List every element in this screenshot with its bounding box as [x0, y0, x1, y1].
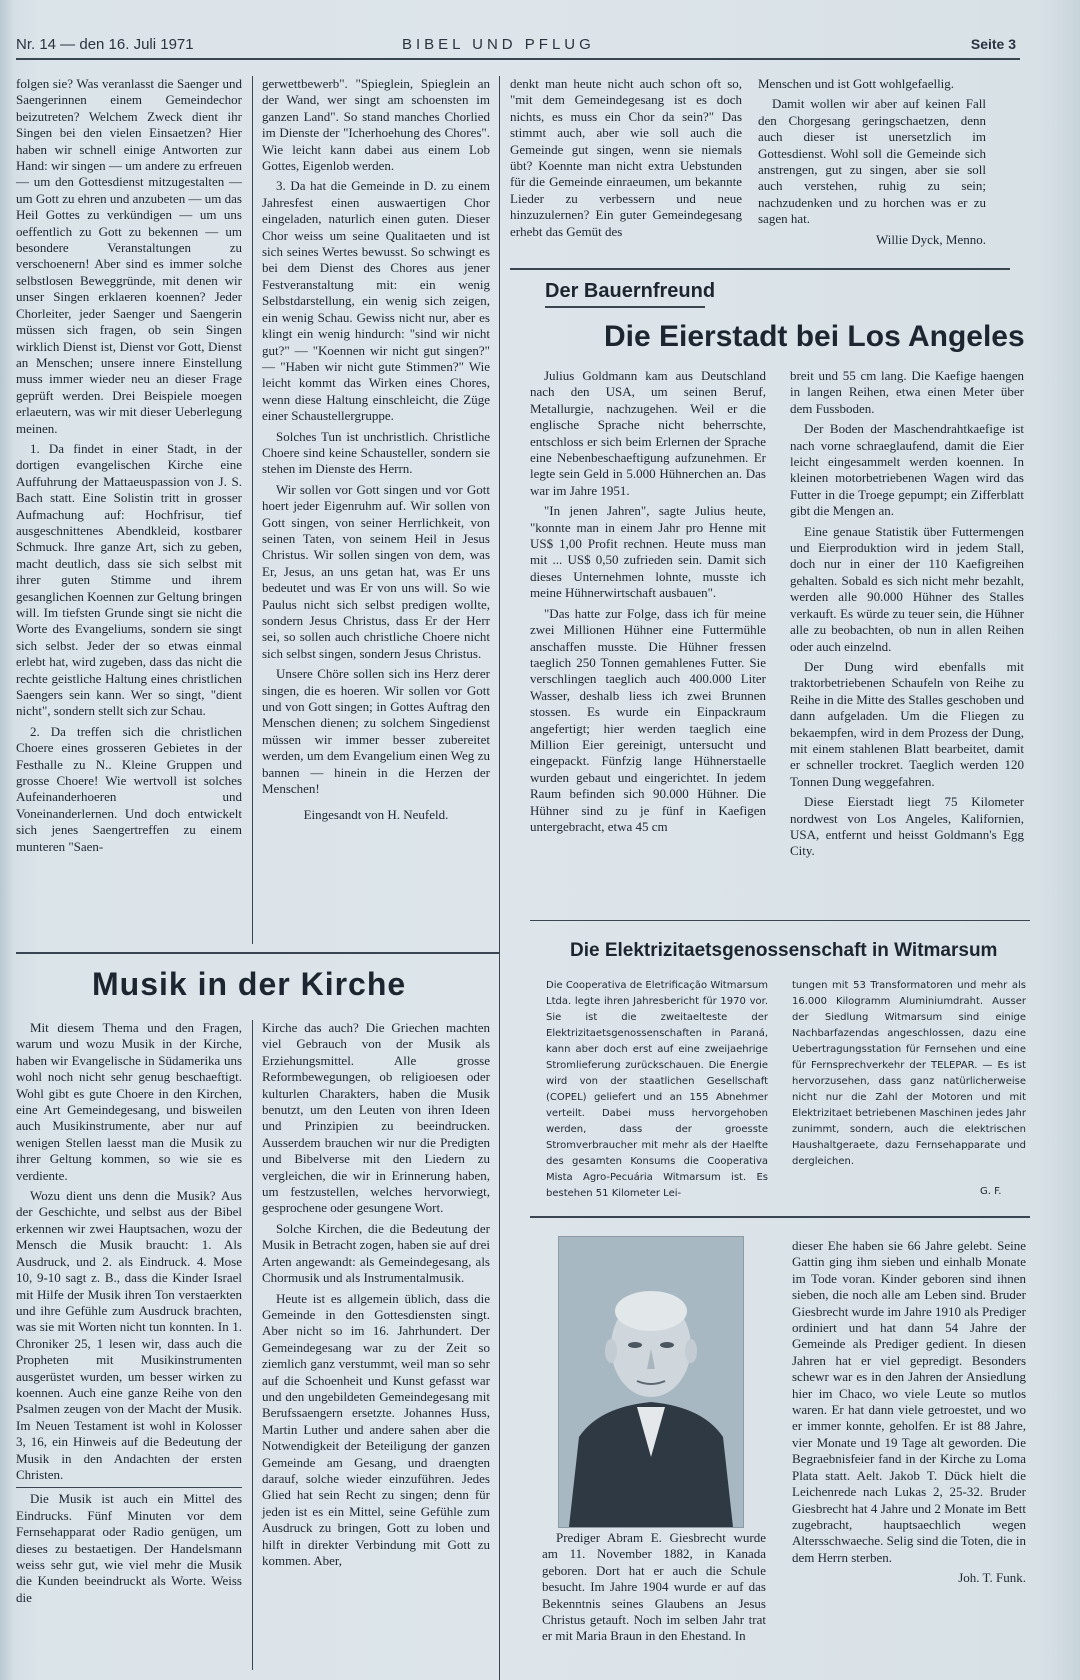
egg-article-col2: [790, 368, 1024, 864]
article-signature: Willie Dyck, Menno.: [876, 231, 986, 247]
paragraph: denkt man heute nicht auch schon oft so, "mit dem Gemeindegesang ist es doch nichts, es muss ein Chor da sein?" Das stimmt auch, aber wie soll auch die Gemeinde gut singen, wenn sie niemals übt? Koennte man nicht extra Uebstunden für die Gemeinde einraeumen, um bekannte Lieder zu verbessern und neue hinzuzulernen? Ein guter Gemeindegesang erhebt das Gemüt des: [510, 76, 742, 239]
egg-article-headline: Die Eierstadt bei Los Angeles: [604, 320, 1025, 353]
paragraph: gerwettbewerb". "Spieglein, Spieglein an der Wand, wer singt am schoensten im ganzen Land". So stand manches Chorlied im Dienste der "Icherhoehung des Chores". Wie leicht kann dabei aus einem Lob Gottes, Eigenlob werden.: [262, 76, 490, 174]
music-article-col2: [262, 1020, 490, 1573]
paragraph: "In jenen Jahren", sagte Julius heute, "konnte man in einem Jahr pro Henne mit US$ 1,00 Profit rechnen. Heute muss man mit ... US$ 0,50 zufrieden sein. Damit sich dieses Unternehmen lohnte, musste ich meine Hühnerwirtschaft ausbauen".: [530, 503, 766, 601]
paragraph: Menschen und ist Gott wohlgefaellig.: [758, 76, 955, 91]
electric-article-col2: tungen mit 53 Transformatoren und mehr als 16.000 Kilogramm Aluminiumdraht. Ausser der Siedlung Witmarsum sind einige Nachbarfazendas angeschlossen, dazu eine Uebertragungsstation für Fernsehen und eine für Fernsprechverkehr der TELEPAR. — Es ist hervorzusehen, dass ganz natürlicherweise nicht nur die Zahl der Motoren und mit Elektrizitaet betriebenen Maschinen jedes Jahr zunimmt, sondern, auch die elektrischen Haushaltgeraete, dazu Fernsehapparate und dergleichen.: [792, 980, 1026, 1167]
article-signature: Eingesandt von H. Neufeld.: [303, 807, 449, 823]
music-article-headline: Musik in der Kirche: [92, 966, 407, 1002]
paragraph: Diese Eierstadt liegt 75 Kilometer nordwest von Los Angeles, Kalifornien, USA, entfernt und heisst Goldmann's Egg City.: [790, 794, 1024, 859]
article-signature: G. F.: [980, 1186, 1002, 1197]
paragraph: Unsere Chöre sollen sich ins Herz derer singen, die es hoeren. Wir sollen vor Gott und von Gott singen; in Gottes Auftrag den Menschen dienen; zu solchem Singedienst müssen wir immer besser zubereitet werden, um dem Evangelium einen Weg zu bannen — hinein in die Herzen der Menschen!: [262, 666, 490, 797]
paragraph: 1. Da findet in einer Stadt, in der dortigen evangelischen Kirche eine Auffuhrung der Mattaeuspassion von J. S. Bach statt. Eine Solistin tritt in grosser Aufmachung auf: Hochfrisur, tief ausgeschnittenes Abendkleid, kostbarer Schmuck. Ihre ganze Art, sich zu geben, macht deutlich, dass sie sich selbst mit ihrer guten Stimme und ihrem gesanglichen Koennen zur Geltung bringen will. Im tiefsten Grunde singt sie nicht die Worte des Evangeliums, sondern sie singt sich selbst. Jeder der so etwas einmal erlebt hat, wird zugeben, dass das nicht die rechte geistliche Haltung eines christlichen Saengers sein kann. Wer so singt, "dient nicht", sondern stellt sich zur Schau.: [16, 440, 242, 719]
paragraph: Mit diesem Thema und den Fragen, warum und wozu Musik in der Kirche, haben wir Evangelische in Südamerika uns wohl noch nicht sehr genug beschaeftigt. Wohl gibt es gute Choere in den Kirchen, eine Art Gemeindegesang, und bisweilen auch Musikinstrumente, aber nur auf wenigen Stellen laesst man die Musik zu ihrer Geltung kommen, so wie sie es verdiente.: [16, 1020, 242, 1183]
egg-article-col1: [530, 368, 766, 839]
paragraph: Wir sollen vor Gott singen und vor Gott hoert jeder Eigenruhm auf. Wir sollen von Gott singen, von seiner Herrlichkeit, von seinen Taten, von seinem Heil in Jesus Christus. Wir sollen singen von dem, was Er, Jesus, an uns getan hat, was Er uns bedeutet und was Er von uns will. So wie Paulus nicht sich selbst predigen wollte, sondern Jesus Christus, dass Er der Herr sei, so sollen auch christliche Choere nicht sich selbst singen, sondern Jesus Christus.: [262, 481, 490, 661]
portrait-image: [559, 1237, 743, 1527]
section-rule: [530, 1216, 1030, 1218]
column-rule: [252, 1020, 253, 1670]
issue-date: Nr. 14 — den 16. Juli 1971: [16, 36, 194, 53]
paragraph: 2. Da treffen sich die christlichen Choere eines grosseren Gebietes in der Festhalle zu N.. Kleine Gruppen und grosse Choere! Wie wertvoll ist solches Aufeinanderhoeren und Voneinanderlernen. Und doch entwickelt sich jenes Saengertreffen zu einem munteren "Saen-: [16, 723, 242, 854]
electric-article-headline: Die Elektrizitaetsgenossenschaft in Witmarsum: [570, 940, 998, 961]
section-rule: [16, 952, 500, 954]
section-kicker: Der Bauernfreund: [545, 280, 716, 302]
paragraph: Solche Kirchen, die die Bedeutung der Musik in Betracht zogen, haben sie auf drei Arten angewandt: als Gemeindegesang, als Chormusik und als Instrumentalmusik.: [262, 1220, 490, 1286]
header-rule: [16, 58, 1020, 60]
newspaper-title: BIBEL UND PFLUG: [402, 36, 595, 53]
paragraph: 3. Da hat die Gemeinde in D. zu einem Jahresfest einen auswaertigen Chor eingeladen, naturlich einen guten. Dieser Chor weiss um seine Qualitaeten und ist sich seines Wertes bewusst. So schwingt es bei dem Dienst des Chores aus jener Festveranstaltung mit: ein wenig Selbstdarstellung, ein wenig sich zeigen, ein wenig Schau. Gewiss nicht nur, aber es klingt ein wenig hindurch: "sind wir nicht gut?" — "Koennen wir nicht gut singen?" — "Haben wir nicht gute Stimmen?" Wie leicht kommt das Wirken eines Chores, wenn diese Haltung einschleicht, die Züge einer Schaustellergruppe.: [262, 178, 490, 424]
electric-article-col1: Die Cooperativa de Eletrificação Witmarsum Ltda. legte ihren Jahresbericht für 1970 vor. Sie ist die zweitaelteste der Elektrizitaetsgenossenschaften in Paraná, kann aber doch erst auf eine zweijaehrige Stromlieferung zurückschauen. Die Energie wird von der staatlichen Gesellschaft (COPEL) geliefert und an 155 Abnehmer verteilt. Dabei muss hervorgehoben werden, dass der groesste Stromverbraucher mit mehr als der Haelfte des gesamten Konsums die Cooperativa Mista Agro-Pecuária Witmarsum ist. Es bestehen 51 Kilometer Lei-: [546, 980, 768, 1199]
paragraph: Damit wollen wir aber auf keinen Fall den Chorgesang geringschaetzen, denn auch dieser ist unersetzlich im Gottesdienst. Wohl soll die Gemeinde sich anstrengen, gut zu singen, aber sie soll auch verstehen, ruhig zu sein; nachzudenken und zu horchen was er zu sagen hat.: [758, 96, 986, 227]
kicker-underline: [545, 306, 705, 308]
column-rule: [252, 76, 253, 944]
paragraph: Heute ist es allgemein üblich, dass die Gemeinde in den Gottesdiensten singt. Aber nicht so im 16. Jahrhundert. Der Gemeindegesang war zu der Zeit so ziemlich ganz verstummt, weil man so sehr auf die Schoenheit und Kunst gefasst war und den ungebildeten Gemeindegesang mit Berufssaengern ersetzte. Johannes Huss, Martin Luther und andere sahen aber die Notwendigkeit der Beteiligung der ganzen Gemeinde am Gesang, und draengten darauf, solche wieder einzuführen. Jedes Glied hat sein Recht zu singen; denn für jeden ist es ein Mittel, seine Gefühle zum Ausdruck zu bringen, Gott zu loben und hilft in direkter Verbindung mit Gott zu kommen. Aber,: [262, 1290, 490, 1568]
paragraph: dieser Ehe haben sie 66 Jahre gelebt. Seine Gattin ging ihm sieben und einhalb Monate im Tode voran. Kinder geboren sind ihnen sieben, die noch alle am Leben sind. Bruder Giesbrecht wurde im Jahre 1910 als Prediger ordiniert und hat dann 54 Jahre der Gemeinde als Prediger gedient. In diesen Jahren hat er viel gepredigt. Besonders schewr war es in den Jahren der Ansiedlung hier im Chaco, wo viele Leute so mutlos waren. Er hat dann viele getroestet, und wo er immer konnte, geholfen. Er ist 88 Jahre, vier Monate und 19 Tage alt geworden. Die Begraebnisfeier fand in der Kirche zu Loma Plata statt. Aelt. Jakob T. Dück hielt die Leichenrede nach Lukas 2, 25-32. Bruder Giesbrecht hat 4 Jahre und 2 Monate im Bett zugebracht, hauptsaechlich wegen Altersschwaeche. Selig sind die Toten, die in dem Herrn sterben.: [792, 1238, 1026, 1565]
choir-article-col2: [262, 76, 490, 828]
paragraph: Der Dung wird ebenfalls mit traktorbetriebenen Schaufeln von Reihe zu Reihe in die Mitte des Stalles geschoben und dann aufgeladen. Um die Fliegen zu bekaempfen, wird in dem Prozess der Dung, mit einem stahlenen Blatt bearbeitet, damit er schneller trockret. Taeglich werden 120 Tonnen Dung weggefahren.: [790, 658, 1024, 789]
obituary-col2: [792, 1238, 1026, 1591]
obituary-col1: [542, 1530, 766, 1649]
choir-article-col4: [758, 76, 986, 252]
paragraph: Eine genaue Statistik über Futtermengen und Eierproduktion wird in jedem Stall, doch nur in einer der 110 Kaefigreihen gehalten. Sobald es sich nicht mehr bezahlt, werden alle 90.000 Hühner des Stalles verkauft. Es würde zu teuer sein, die Hühner alle zu beobachten, ob nun in allen Reihen oder auch einzelnd.: [790, 523, 1024, 654]
choir-article-col3: [510, 76, 742, 244]
paragraph: breit und 55 cm lang. Die Kaefige haengen in langen Reihen, etwa einen Meter über dem Fussboden.: [790, 368, 1024, 416]
photo-caption: Prediger Abram E. Giesbrecht wurde am 11. November 1882, in Kanada geboren. Dort hat er auch die Schule besucht. Im Jahre 1904 wurde er auf das Bekenntnis seines Glaubens an Jesus Christus getauft. Noch im selben Jahr trat er mit Maria Braun in den Ehestand. In: [542, 1530, 766, 1644]
column-rule: [499, 76, 500, 1680]
paragraph: Wozu dient uns denn die Musik? Aus der Geschichte, und selbst aus der Bibel erkennen wir zwei Hauptsachen, wozu der Mensch die Musik braucht: 1. Als Ausdruck, und 2. als Eindruck. 4. Mose 10, 9-10 sagt z. B., dass die Kinder Israel mit Hilfe der Musik ihren Ton verstaerkten und ihre Gefühle zum Ausdruck brachten, was sie mit Worten nicht tun konnten. In 1. Chroniker 25, 1 lesen wir, dass auch die Propheten mit Musikinstrumenten ausgerüstet wurden, um besser wirken zu koennen. Auch eine ganze Reihe von den Psalmen zeugen von der Macht der Musik. Im Neuen Testament ist wohl in Kolosser 3, 16, ein Hinweis auf die Bedeutung der Musik in den Andachten der ersten Christen.: [16, 1188, 242, 1482]
portrait-photo: [558, 1236, 744, 1528]
choir-article-col1: [16, 76, 242, 859]
paragraph: Julius Goldmann kam aus Deutschland nach den USA, um seinen Beruf, Metallurgie, nachzugehen. Weil er die englische Sprache nicht beherrschte, entschloss er sich beim Erlernen der Sprache eine Nebenbeschaeftigung aufzunehmen. Er legte sein Geld in 5.000 Hühnerchen an. Das war im Jahre 1951.: [530, 368, 766, 498]
article-signature: Joh. T. Funk.: [958, 1570, 1026, 1586]
paragraph: Solches Tun ist unchristlich. Christliche Choere sind keine Schausteller, sondern sie stehen im Dienste des Herrn.: [262, 428, 490, 477]
paragraph: Der Boden der Maschendrahtkaefige ist nach vorne schraeglaufend, damit die Eier leicht eingesammelt werden koennen. In kleinen motorbetriebenen Wagen wird das Futter in die Troege gepumpt; ein Zifferblatt gibt die Mengen an.: [790, 421, 1024, 519]
music-article-col1: [16, 1020, 242, 1610]
paragraph: "Das hatte zur Folge, dass ich für meine zwei Millionen Hühner eine Futtermühle anschaffen musste. Die Hühner fressen taeglich 250 Tonnen gemahlenes Futter. Sie verschlingen taeglich auch 400.000 Liter Wasser, deshalb liess ich zwei Brunnen stossen. Es wurde ein Einpackraum angefertigt; hier werden taeglich eine Million Eier gereinigt, untersucht und eingepackt. Fünfzig lange Hühnerstaelle wurden gebaut und eingerichtet. In jedem Raum befinden sich 90.000 Hühner. Die Hühner sind zu je fünf in Kaefigen untergebracht, etwa 45 cm: [530, 605, 766, 834]
page-number: Seite 3: [970, 36, 1016, 52]
section-rule: [510, 268, 1010, 270]
section-rule: [530, 920, 1030, 921]
paragraph: Kirche das auch? Die Griechen machten viel Gebrauch von der Musik als Erziehungsmittel. Alle grosse Reformbewegungen, ob religioesen oder kulturlen Charakters, haben die Musik benutzt, um den Leuten von ihren Ideen und Prinzipien zu beeindrucken. Ausserdem brauchen wir nur die Predigten und Bibelverse mit den Liedern zu vergleichen, die wir in Erinnerung haben, um festzustellen, welches hervorwiegt, gesprochene oder gesungene Wort.: [262, 1020, 490, 1216]
paragraph: Die Musik ist auch ein Mittel des Eindrucks. Fünf Minuten vor dem Fernsehapparat oder Radio genügen, um dieses zu bestaetigen. Der Handelsmann weiss sehr gut, wie viel mehr die Musik die Kunden beeindruckt als Worte. Weiss die: [16, 1487, 242, 1606]
page-header: [16, 36, 1020, 60]
paragraph: folgen sie? Was veranlasst die Saenger und Saengerinnen einem Gemeindechor beizutreten? Welchem Zweck dient ihr Singen bei den vielen Einsaetzen? Hier haben wir schnell einige Antworten zur Hand: wir singen — um andere zu erfreuen — um den Gottesdienst mitzugestalten — um Gott zu ehren und anzubeten — um das Heil Gottes zu verkündigen — um uns oeffentlich zu Gott zu bekennen — um besondere Veranstaltungen zu verschoenern! Aber sind es immer solche selbstlosen Beweggründe, mit denen wir unser Singen erklaeren koennen? Jeder Chorleiter, jeder Saenger und Saengerin müssen sich fragen, ob sein Singen wirklich Dienst ist, Dienst vor Gott, Dienst an Menschen; unsere innere Einstellung muss immer wieder neu an dieser Frage geprüft werden. Drei Beispiele moegen erlaeutern, was wir mit dieser Ueberlegung meinen.: [16, 76, 242, 436]
